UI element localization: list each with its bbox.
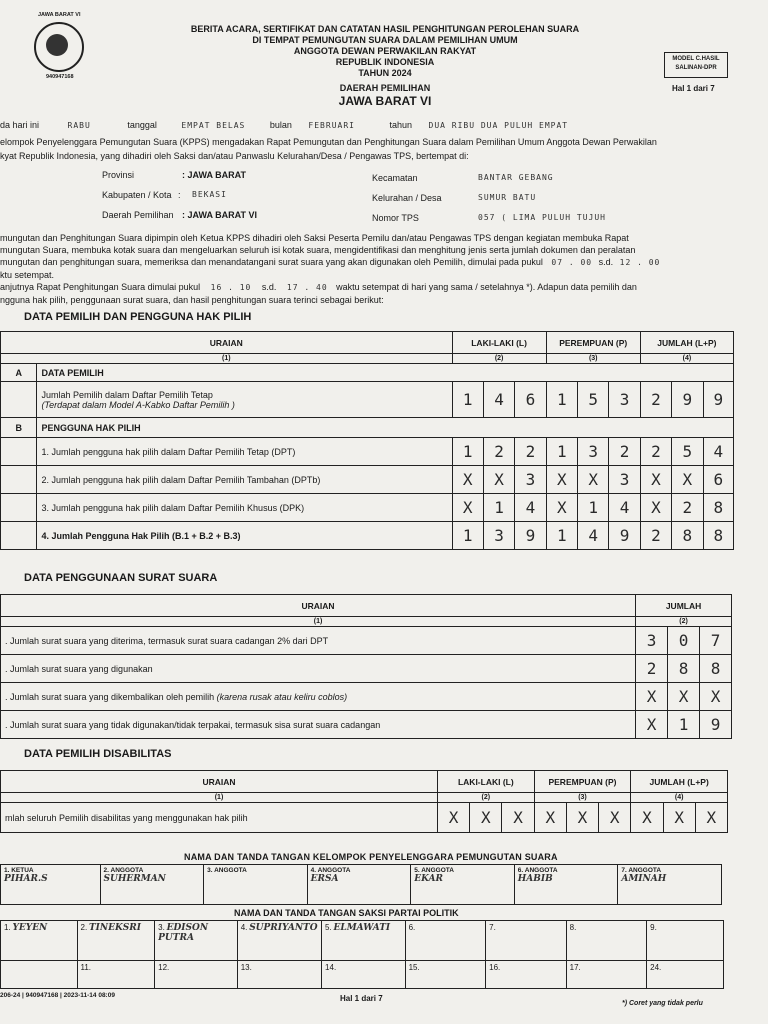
spacer-cell <box>1 382 37 418</box>
logo-top-text: JAWA BARAT VI <box>38 12 81 18</box>
kpps-role: 2. ANGGOTA <box>103 867 144 874</box>
col-num-2: (2) <box>452 354 546 364</box>
header-line-5: TAHUN 2024 <box>358 68 412 78</box>
para-line-4: ktu setempat. <box>0 270 55 280</box>
kpps-signature: PIHAR.S <box>4 874 48 884</box>
section-2-title: DATA PENGGUNAAN SURAT SUARA <box>24 572 218 584</box>
kabupaten-label: Kabupaten / Kota <box>102 190 172 200</box>
dpt-label: Jumlah Pemilih dalam Daftar Pemilih Tetap <box>41 389 213 400</box>
digit-cell: X <box>636 711 668 739</box>
time-sd: s.d. <box>598 257 614 267</box>
digit-cell: X <box>668 683 700 711</box>
digit-cell: 9 <box>703 382 733 418</box>
saksi-number: 14. <box>325 963 337 972</box>
kpps-signature: SUHERMAN <box>103 874 166 884</box>
garuda-emblem-icon <box>46 34 68 56</box>
saksi-number: 11. <box>80 963 92 972</box>
digit-cell: 2 <box>640 382 671 418</box>
para-line-3: mungutan dan penghitungan suara, memeriksa dan menandatangani surat suara yang akan digunakan oleh Pemilih, dimulai pada pukul <box>0 257 543 267</box>
count-sd: s.d. <box>261 282 277 292</box>
saksi-number: 2. <box>80 923 88 932</box>
dpt-label-cell <box>37 382 452 418</box>
saksi-title: NAMA DAN TANDA TANGAN SAKSI PARTAI POLITIK <box>234 908 459 918</box>
kpps-role: 4. ANGGOTA <box>310 867 351 874</box>
digit-cell: 2 <box>636 655 668 683</box>
saksi-number: 3. <box>158 923 165 932</box>
digit-cell: 7 <box>700 627 732 655</box>
kpps-signature: EKAR <box>414 874 444 884</box>
digit-cell: 5 <box>578 382 609 418</box>
saksi-cell <box>1 921 78 961</box>
col-num-2: (2) <box>636 617 732 627</box>
dapil-label: Daerah Pemilihan <box>102 210 174 220</box>
digit-cell: X <box>452 494 483 522</box>
kpps-cell <box>204 865 308 905</box>
digit-cell: 0 <box>668 627 700 655</box>
intro-month: FEBRUARI <box>308 121 355 130</box>
intro-bulan-label: bulan <box>269 120 292 130</box>
saksi-signature: TINEKSRI <box>88 923 141 933</box>
saksi-number: 17. <box>569 963 581 972</box>
digit-cell: X <box>640 466 671 494</box>
col-num-4: (4) <box>640 354 733 364</box>
col-num-1: (1) <box>1 793 438 803</box>
saksi-cell <box>155 921 238 961</box>
digit-cell: 4 <box>578 522 609 550</box>
digit-cell: 9 <box>700 711 732 739</box>
col-uraian: URAIAN <box>1 771 438 793</box>
kpps-role: 1. KETUA <box>4 867 34 874</box>
model-badge <box>664 52 728 78</box>
saksi-signature: SUPRIYANTO <box>249 923 318 933</box>
digit-cell: 2 <box>640 438 671 466</box>
digit-cell: X <box>534 803 566 833</box>
header-line-2: DI TEMPAT PEMUNGUTAN SUARA DALAM PEMILIHAN UMUM <box>252 35 518 45</box>
spacer-cell <box>1 438 37 466</box>
para-line-5-wrap <box>0 281 768 294</box>
saksi-number: 13. <box>240 963 252 972</box>
intro-prefix: da hari ini <box>0 120 40 130</box>
col-num-1: (1) <box>1 354 453 364</box>
digit-cell: X <box>470 803 502 833</box>
digit-cell: 6 <box>703 466 733 494</box>
ballot-row-label: . Jumlah surat suara yang digunakan <box>1 655 636 683</box>
digit-cell: X <box>700 683 732 711</box>
dpt-sublabel: (Terdapat dalam Model A-Kabko Daftar Pemilih ) <box>41 399 235 410</box>
col-jumlah: JUMLAH (L+P) <box>640 332 733 354</box>
digit-cell: X <box>636 683 668 711</box>
b-row-label: 2. Jumlah pengguna hak pilih dalam Daftar Pemilih Tambahan (DPTb) <box>37 466 452 494</box>
section-1-title: DATA PEMILIH DAN PENGGUNA HAK PILIH <box>24 311 252 323</box>
intro-line-3: kyat Republik Indonesia, yang dihadiri oleh Saksi dan/atau Panwaslu Kelurahan/Desa / Pengawas TPS, bertempat di: <box>0 151 469 161</box>
digit-cell: 1 <box>483 494 514 522</box>
kecamatan-value: BANTAR GEBANG <box>478 173 554 182</box>
disability-row-label: mlah seluruh Pemilih disabilitas yang menggunakan hak pilih <box>1 803 438 833</box>
kpps-cell <box>307 865 411 905</box>
digit-cell: 4 <box>609 494 640 522</box>
para-line-3-wrap <box>0 256 768 269</box>
dapil-value: : JAWA BARAT VI <box>182 210 258 220</box>
saksi-number: 24. <box>650 963 662 972</box>
col-num-2: (2) <box>438 793 535 803</box>
saksi-cell <box>405 961 486 989</box>
digit-cell: 3 <box>636 627 668 655</box>
header-line-1: BERITA ACARA, SERTIFIKAT DAN CATATAN HASIL PENGHITUNGAN PEROLEHAN SUARA <box>190 24 580 34</box>
saksi-signature: YEYEN <box>12 923 48 933</box>
ballot-row-label: . Jumlah surat suara yang dikembalikan oleh pemilih <box>5 691 215 702</box>
intro-day: RABU <box>67 121 91 130</box>
intro-line-1 <box>0 120 768 130</box>
para-line-5a: anjutnya Rapat Penghitungan Suara dimulai pukul <box>0 282 201 292</box>
digit-cell: X <box>483 466 514 494</box>
digit-cell: 1 <box>452 382 483 418</box>
digit-cell: 4 <box>483 382 514 418</box>
ballot-usage-table <box>0 594 732 739</box>
provinsi-label: Provinsi <box>102 170 135 180</box>
digit-cell: 8 <box>668 655 700 683</box>
kpps-cell <box>100 865 204 905</box>
kabupaten-value: BEKASI <box>192 190 227 199</box>
kpps-cell <box>411 865 515 905</box>
voter-data-table <box>0 331 734 550</box>
kelurahan-label: Kelurahan / Desa <box>372 193 442 203</box>
digit-cell: 2 <box>515 438 546 466</box>
kecamatan-label: Kecamatan <box>372 173 418 183</box>
digit-cell: X <box>695 803 727 833</box>
col-perempuan: PEREMPUAN (P) <box>534 771 631 793</box>
col-num-3: (3) <box>534 793 631 803</box>
kelurahan-value: SUMUR BATU <box>478 193 537 202</box>
model-line-2: SALINAN-DPR <box>675 65 717 71</box>
digit-cell: 8 <box>703 522 733 550</box>
para-line-6: ngguna hak pilih, penggunaan surat suara, dan hasil penghitungan suara terinci sebagai berikut: <box>0 295 384 305</box>
para-line-5b: waktu setempat di hari yang sama / setelahnya *). Adapun data pemilih dan <box>336 282 637 292</box>
tps-label: Nomor TPS <box>372 213 419 223</box>
section-b-title: PENGGUNA HAK PILIH <box>37 418 734 438</box>
col-uraian: URAIAN <box>1 332 453 354</box>
disability-table <box>0 770 728 833</box>
intro-year: DUA RIBU DUA PULUH EMPAT <box>428 121 569 130</box>
digit-cell: 2 <box>672 494 703 522</box>
header-line-3: ANGGOTA DEWAN PERWAKILAN RAKYAT <box>293 46 477 56</box>
procedure-paragraph <box>0 232 768 306</box>
kpps-signature: ERSA <box>310 874 339 884</box>
para-line-2: mungutan Suara, membuka kotak suara dan mengeluarkan seluruh isi kotak suara, mengidentifikasi dan menghitung jenis serta jumlah dokumen dan peralatan <box>0 245 636 255</box>
digit-cell: 1 <box>452 438 483 466</box>
col-laki: LAKI-LAKI (L) <box>452 332 546 354</box>
digit-cell: X <box>438 803 470 833</box>
kpps-signature: AMINAH <box>621 874 667 884</box>
digit-cell: 6 <box>515 382 546 418</box>
daerah-label: DAERAH PEMILIHAN <box>339 83 431 93</box>
saksi-cell <box>566 961 647 989</box>
time-start: 07 . 00 <box>551 258 593 267</box>
count-start: 16 . 10 <box>210 283 252 292</box>
intro-date: EMPAT BELAS <box>181 121 246 130</box>
col-perempuan: PEREMPUAN (P) <box>546 332 640 354</box>
saksi-number: 16. <box>489 963 501 972</box>
logo-bottom-text: 940947168 <box>46 74 74 80</box>
ballot-row-note: (karena rusak atau keliru coblos) <box>214 691 348 702</box>
digit-cell: 9 <box>609 522 640 550</box>
saksi-cell <box>237 921 321 961</box>
intro-line-2: elompok Penyelenggara Pemungutan Suara (KPPS) mengadakan Rapat Pemungutan dan Penghitungan Suara dalam Pemilihan Umum Anggota Dewan Perwakilan <box>0 137 657 147</box>
saksi-number: 4. <box>240 923 248 932</box>
section-b-mark: B <box>1 418 37 438</box>
digit-cell: 1 <box>546 438 577 466</box>
col-laki: LAKI-LAKI (L) <box>438 771 535 793</box>
digit-cell: 8 <box>700 655 732 683</box>
digit-cell: X <box>566 803 598 833</box>
digit-cell: X <box>546 494 577 522</box>
saksi-cell <box>486 921 567 961</box>
kpps-signature: HABIB <box>517 874 553 884</box>
kpps-role: 5. ANGGOTA <box>414 867 454 874</box>
footer-page: Hal 1 dari 7 <box>340 994 383 1003</box>
kpps-role: 3. ANGGOTA <box>207 867 247 874</box>
ballot-row-label: . Jumlah surat suara yang tidak digunakan/tidak terpakai, termasuk sisa surat suara cadangan <box>1 711 636 739</box>
digit-cell: 3 <box>515 466 546 494</box>
para-line-1: mungutan dan Penghitungan Suara dipimpin oleh Ketua KPPS dihadiri oleh Saksi Peserta Pemilu dan/atau Pengawas TPS dengan kegiatan membuka Rapat <box>0 233 629 243</box>
section-3-title: DATA PEMILIH DISABILITAS <box>24 748 172 760</box>
saksi-cell <box>322 921 406 961</box>
section-a-title: DATA PEMILIH <box>37 364 734 382</box>
saksi-cell <box>77 961 155 989</box>
saksi-cell <box>237 961 321 989</box>
digit-cell: 4 <box>703 438 733 466</box>
saksi-cell <box>77 921 155 961</box>
digit-cell: 2 <box>609 438 640 466</box>
spacer-cell <box>1 466 37 494</box>
model-line-1: MODEL C.HASIL <box>672 56 720 62</box>
col-jumlah: JUMLAH (L+P) <box>631 771 728 793</box>
digit-cell: 2 <box>483 438 514 466</box>
intro-tanggal-label: tanggal <box>127 120 157 130</box>
spacer-cell <box>1 494 37 522</box>
digit-cell: X <box>546 466 577 494</box>
kpu-logo <box>34 12 84 80</box>
kpps-signature-table <box>0 864 722 905</box>
time-end: 12 . 00 <box>619 258 661 267</box>
kpps-role: 6. ANGGOTA <box>517 867 558 874</box>
tps-value: 057 ( LIMA PULUH TUJUH <box>478 213 606 222</box>
saksi-number: 9. <box>650 923 657 932</box>
col-uraian: URAIAN <box>1 595 636 617</box>
digit-cell: 8 <box>672 522 703 550</box>
saksi-cell <box>405 921 486 961</box>
kpps-cell <box>514 865 618 905</box>
digit-cell: 9 <box>672 382 703 418</box>
saksi-cell <box>486 961 567 989</box>
saksi-cell <box>647 961 724 989</box>
kpps-cell <box>1 865 101 905</box>
saksi-number: 6. <box>408 923 416 932</box>
digit-cell: X <box>578 466 609 494</box>
saksi-number: 1. <box>4 923 11 932</box>
col-num-1: (1) <box>1 617 636 627</box>
digit-cell: 5 <box>672 438 703 466</box>
saksi-number: 15. <box>408 963 420 972</box>
page-indicator: Hal 1 dari 7 <box>672 84 715 93</box>
saksi-signature-table <box>0 920 724 989</box>
digit-cell: 1 <box>546 382 577 418</box>
digit-cell: 9 <box>515 522 546 550</box>
digit-cell: 3 <box>578 438 609 466</box>
b-row-label: 3. Jumlah pengguna hak pilih dalam Daftar Pemilih Khusus (DPK) <box>37 494 452 522</box>
saksi-number: 7. <box>489 923 496 932</box>
digit-cell: 4 <box>515 494 546 522</box>
digit-cell: X <box>452 466 483 494</box>
digit-cell: X <box>663 803 695 833</box>
digit-cell: 1 <box>452 522 483 550</box>
provinsi-value: : JAWA BARAT <box>182 170 246 180</box>
saksi-signature: EDISON PUTRA <box>158 923 209 943</box>
col-jumlah: JUMLAH <box>636 595 732 617</box>
kpps-title: NAMA DAN TANDA TANGAN KELOMPOK PENYELENGGARA PEMUNGUTAN SUARA <box>184 852 558 862</box>
saksi-number: 12. <box>158 963 170 972</box>
digit-cell: X <box>672 466 703 494</box>
digit-cell: 3 <box>483 522 514 550</box>
kpps-role: 7. ANGGOTA <box>621 867 662 874</box>
digit-cell: 3 <box>609 466 640 494</box>
digit-cell: 2 <box>640 522 671 550</box>
saksi-cell <box>155 961 238 989</box>
ballot-row-label-wrap <box>1 683 636 711</box>
footer-note: *) Coret yang tidak perlu <box>622 1000 703 1007</box>
intro-tahun-label: tahun <box>389 120 412 130</box>
saksi-cell <box>1 961 78 989</box>
b-row-total-label: 4. Jumlah Pengguna Hak Pilih (B.1 + B.2 + B.3) <box>37 522 452 550</box>
digit-cell: X <box>502 803 534 833</box>
saksi-number: 8. <box>569 923 577 932</box>
col-num-4: (4) <box>631 793 728 803</box>
spacer-cell <box>1 522 37 550</box>
section-a-mark: A <box>1 364 37 382</box>
footer-id: 206-24 | 940947168 | 2023-11-14 08:09 <box>0 992 115 999</box>
digit-cell: 3 <box>609 382 640 418</box>
header-line-4: REPUBLIK INDONESIA <box>335 57 435 67</box>
digit-cell: 1 <box>668 711 700 739</box>
kpps-cell <box>618 865 722 905</box>
col-num-3: (3) <box>546 354 640 364</box>
kabupaten-colon: : <box>178 190 181 200</box>
digit-cell: X <box>631 803 663 833</box>
saksi-signature: ELMAWATI <box>333 923 391 933</box>
digit-cell: 8 <box>703 494 733 522</box>
daerah-value: JAWA BARAT VI <box>338 94 432 108</box>
digit-cell: X <box>640 494 671 522</box>
digit-cell: X <box>599 803 631 833</box>
digit-cell: 1 <box>546 522 577 550</box>
saksi-cell <box>647 921 724 961</box>
digit-cell: 1 <box>578 494 609 522</box>
count-end: 17 . 40 <box>286 283 328 292</box>
saksi-number: 5. <box>325 923 332 932</box>
saksi-cell <box>322 961 406 989</box>
document-header <box>160 24 610 108</box>
ballot-row-label: . Jumlah surat suara yang diterima, termasuk surat suara cadangan 2% dari DPT <box>1 627 636 655</box>
b-row-label: 1. Jumlah pengguna hak pilih dalam Daftar Pemilih Tetap (DPT) <box>37 438 452 466</box>
saksi-cell <box>566 921 647 961</box>
